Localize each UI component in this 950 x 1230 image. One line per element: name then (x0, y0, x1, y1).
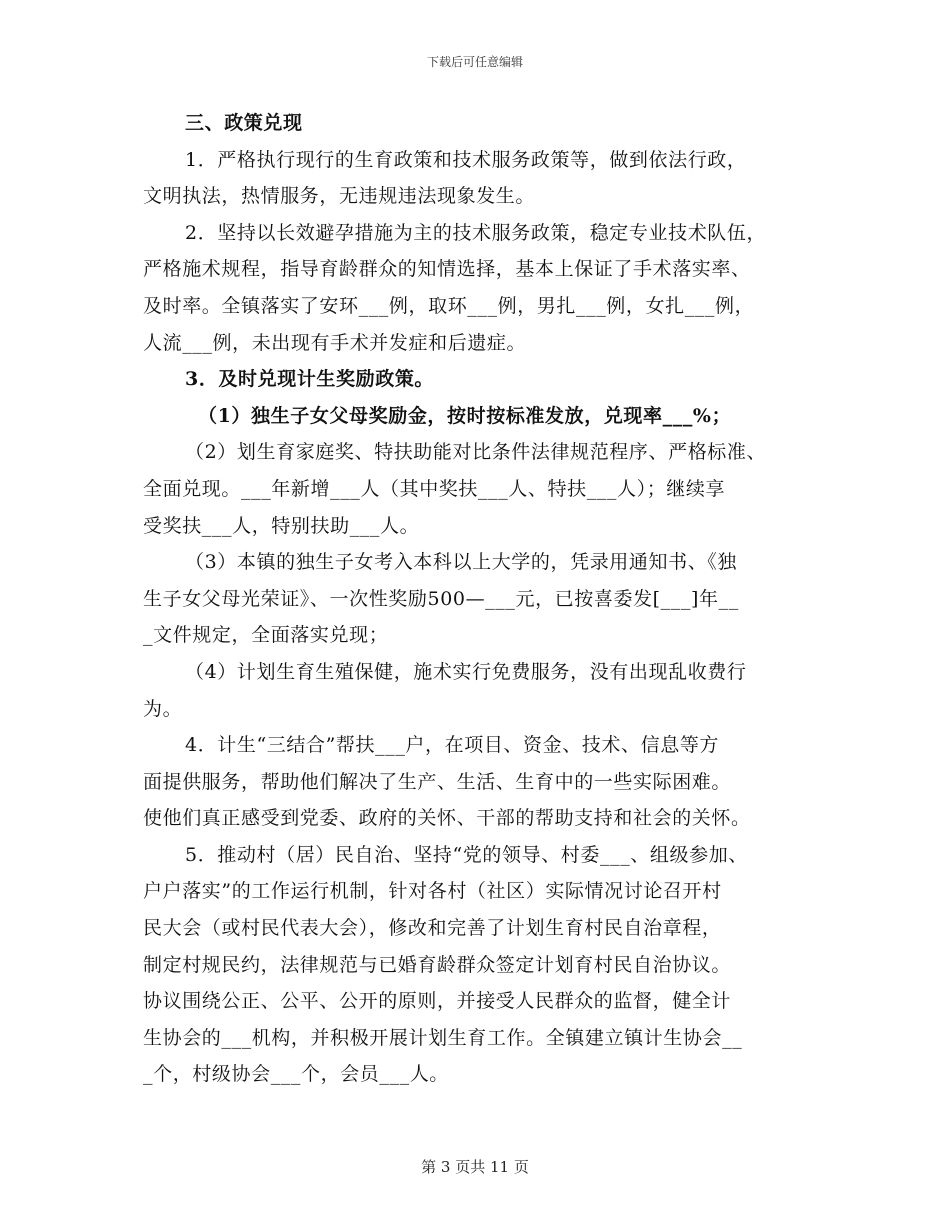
paragraph-line: 4．计生“三结合”帮扶___户，在项目、资金、技术、信息等方 (185, 734, 720, 757)
paragraph-line: （4）计划生育生殖保健，施术实行免费服务，没有出现乱收费行 (185, 660, 747, 683)
paragraph-line: 户户落实”的工作运行机制，针对各村（社区）实际情况讨论召开村 (143, 880, 722, 903)
paragraph-line: 1．严格执行现行的生育政策和技术服务政策等，做到依法行政， (185, 148, 747, 171)
paragraph-line: 制定村规民约，法律规范与已婚育龄群众签定计划育村民自治协议。 (143, 953, 732, 976)
paragraph-line: 2．坚持以长效避孕措施为主的技术服务政策，稳定专业技术队伍， (185, 221, 767, 244)
section-heading: 三、政策兑现 (185, 112, 303, 134)
paragraph-line: _文件规定，全面落实兑现； (143, 624, 389, 647)
paragraph-line: 生协会的___机构，并积极开展计划生育工作。全镇建立镇计生协会__ (143, 1026, 743, 1049)
paragraph-line: 5．推动村（居）民自治、坚持“党的领导、村委___、组级参加、 (185, 843, 748, 866)
subsection-heading: 3．及时兑现计生奖励政策。 (185, 368, 435, 391)
page-footer: 第 3 页共 11 页 (421, 1158, 529, 1176)
paragraph-line: 及时率。全镇落实了安环___例，取环___例，男扎___例，女扎___例， (143, 294, 755, 317)
paragraph-line: （2）划生育家庭奖、特扶助能对比条件法律规范程序、严格标准、 (185, 441, 767, 464)
paragraph-line: 协议围绕公正、公平、公开的原则，并接受人民群众的监督，健全计 (143, 990, 732, 1013)
paragraph-line: （1）独生子女父母奖励金，按时按标准发放，兑现率___%； (198, 404, 732, 427)
paragraph-line: （3）本镇的独生子女考入本科以上大学的，凭录用通知书、《独 (185, 551, 737, 574)
paragraph-line: 生子女父母光荣证》、一次性奖励500—___元，已按喜委发[___]年__ (143, 587, 739, 610)
paragraph-line: _个，村级协会___个，会员___人。 (143, 1063, 449, 1086)
paragraph-line: 严格施术规程，指导育龄群众的知情选择，基本上保证了手术落实率、 (143, 258, 751, 281)
paragraph-line: 受奖扶___人，特别扶助___人。 (143, 514, 420, 537)
paragraph-line: 使他们真正感受到党委、政府的关怀、干部的帮助支持和社会的关怀。 (143, 807, 751, 830)
paragraph-line: 文明执法，热情服务，无违规违法现象发生。 (143, 185, 536, 208)
paragraph-line: 全面兑现。___年新增___人（其中奖扶___人、特扶___人）；继续享 (143, 477, 726, 500)
paragraph-line: 人流___例，未出现有手术并发症和后遗症。 (143, 331, 527, 354)
paragraph-line: 为。 (143, 697, 183, 720)
paragraph-line: 面提供服务，帮助他们解决了生产、生活、生育中的一些实际困难。 (143, 770, 732, 793)
paragraph-line: 民大会（或村民代表大会），修改和完善了计划生育村民自治章程， (143, 917, 722, 940)
page-header: 下载后可任意编辑 (426, 55, 523, 69)
document-body (143, 112, 818, 1100)
